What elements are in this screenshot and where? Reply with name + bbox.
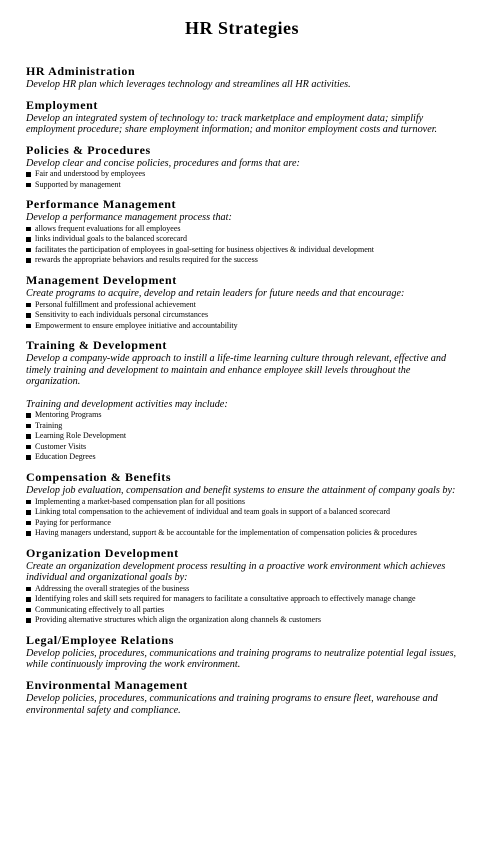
square-bullet-icon — [26, 258, 31, 263]
square-bullet-icon — [26, 227, 31, 232]
section-title: Organization Development — [26, 545, 179, 560]
list-item — [26, 605, 458, 616]
section-subdescription: Training and development activities may include: — [26, 398, 228, 410]
section — [26, 633, 458, 671]
sections-container — [26, 64, 458, 716]
square-bullet-icon — [26, 172, 31, 177]
list-item — [26, 300, 458, 311]
list-item — [26, 245, 458, 256]
list-item — [26, 528, 458, 539]
section-description: Develop a performance management process that: — [26, 212, 232, 224]
section-description: Develop policies, procedures, communications and training programs to neutralize potential legal issues, while continuously improving the work environment. — [26, 647, 457, 671]
square-bullet-icon — [26, 500, 31, 505]
list-item — [26, 321, 458, 332]
list-item — [26, 310, 458, 321]
section-title: Policies & Procedures — [26, 142, 151, 157]
square-bullet-icon — [26, 445, 31, 450]
list-item-text: Identifying roles and skill sets required for managers to facilitate a consultative approach to effectively manage change — [35, 594, 416, 604]
bullet-list — [26, 300, 458, 332]
list-item — [26, 255, 458, 266]
section — [26, 98, 458, 136]
list-item-text: allows frequent evaluations for all employees — [35, 223, 181, 233]
section-description: Create programs to acquire, develop and retain leaders for future needs and that encourage: — [26, 287, 405, 299]
bullet-list — [26, 410, 458, 463]
square-bullet-icon — [26, 237, 31, 242]
list-item — [26, 234, 458, 245]
list-item — [26, 224, 458, 235]
list-item — [26, 180, 458, 191]
square-bullet-icon — [26, 424, 31, 429]
section-title: Compensation & Benefits — [26, 469, 172, 484]
list-item-text: Education Degrees — [35, 452, 96, 462]
square-bullet-icon — [26, 313, 31, 318]
bullet-list — [26, 224, 458, 266]
bullet-list — [26, 497, 458, 539]
page-title: HR Strategies — [185, 18, 299, 38]
list-item-text: Communicating effectively to all parties — [35, 604, 165, 614]
list-item-text: Supported by management — [35, 179, 121, 189]
list-item-text: Addressing the overall strategies of the business — [35, 583, 190, 593]
square-bullet-icon — [26, 587, 31, 592]
bullet-list — [26, 169, 458, 190]
square-bullet-icon — [26, 618, 31, 623]
square-bullet-icon — [26, 608, 31, 613]
section-description: Develop clear and concise policies, procedures and forms that are: — [26, 157, 300, 169]
section-description: Develop HR plan which leverages technology and streamlines all HR activities. — [26, 79, 351, 90]
list-item-text: Training — [35, 420, 63, 430]
section — [26, 470, 458, 539]
section — [26, 338, 458, 463]
list-item — [26, 518, 458, 529]
list-item-text: Having managers understand, support & be accountable for the implementation of compensation policies & procedures — [35, 528, 417, 538]
section-title: Management Development — [26, 272, 177, 287]
list-item — [26, 615, 458, 626]
list-item — [26, 584, 458, 595]
list-item — [26, 442, 458, 453]
section-title: Legal/Employee Relations — [26, 632, 175, 647]
list-item-text: Personal fulfillment and professional achievement — [35, 299, 196, 309]
section-title: Performance Management — [26, 197, 177, 212]
list-item-text: Sensitivity to each individuals personal circumstances — [35, 310, 209, 320]
section-description: Create an organization development process resulting in a proactive work environment which achieves individual and organizational goals by: — [26, 560, 446, 584]
section — [26, 273, 458, 331]
list-item — [26, 421, 458, 432]
section-title: Training & Development — [26, 338, 167, 353]
square-bullet-icon — [26, 510, 31, 515]
list-item — [26, 452, 458, 463]
bullet-list — [26, 584, 458, 626]
list-item — [26, 169, 458, 180]
list-item-text: Empowerment to ensure employee initiative and accountability — [35, 320, 238, 330]
section-title: Environmental Management — [26, 677, 188, 692]
section-description: Develop policies, procedures, communications and training programs to ensure fleet, warehouse and environmental safety and compliance. — [26, 692, 438, 716]
list-item-text: rewards the appropriate behaviors and results required for the success — [35, 255, 258, 265]
section-description: Develop a company-wide approach to instill a life-time learning culture through relevant, effective and timely training and development to maintain and enhance employee skill levels throughout the organization. — [26, 353, 447, 388]
list-item — [26, 507, 458, 518]
list-item — [26, 431, 458, 442]
section — [26, 64, 458, 91]
square-bullet-icon — [26, 413, 31, 418]
list-item-text: Paying for performance — [35, 517, 111, 527]
list-item — [26, 497, 458, 508]
section — [26, 197, 458, 266]
section — [26, 546, 458, 626]
square-bullet-icon — [26, 248, 31, 253]
list-item-text: Linking total compensation to the achievement of individual and team goals in support of a balanced scorecard — [35, 507, 390, 517]
list-item — [26, 410, 458, 421]
section-title: Employment — [26, 97, 98, 112]
list-item-text: Mentoring Programs — [35, 410, 102, 420]
square-bullet-icon — [26, 597, 31, 602]
list-item-text: Learning Role Development — [35, 431, 127, 441]
list-item-text: Customer Visits — [35, 441, 87, 451]
square-bullet-icon — [26, 455, 31, 460]
list-item-text: links individual goals to the balanced scorecard — [35, 234, 187, 244]
square-bullet-icon — [26, 183, 31, 188]
section-title: HR Administration — [26, 64, 136, 78]
list-item-text: Fair and understood by employees — [35, 169, 146, 179]
list-item — [26, 594, 458, 605]
section-description: Develop an integrated system of technology to: track marketplace and employment data; simplify employment procedure; share employment information; and monitor employment costs and turnover. — [26, 112, 438, 136]
square-bullet-icon — [26, 324, 31, 329]
section — [26, 143, 458, 191]
square-bullet-icon — [26, 531, 31, 536]
list-item-text: Providing alternative structures which align the organization along channels & customers — [35, 615, 321, 625]
square-bullet-icon — [26, 303, 31, 308]
list-item-text: facilitates the participation of employees in goal-setting for business objectives & individual development — [35, 244, 375, 254]
square-bullet-icon — [26, 521, 31, 526]
section-description: Develop job evaluation, compensation and benefit systems to ensure the attainment of company goals by: — [26, 484, 456, 496]
section — [26, 678, 458, 716]
list-item-text: Implementing a market-based compensation plan for all positions — [35, 496, 245, 506]
square-bullet-icon — [26, 434, 31, 439]
